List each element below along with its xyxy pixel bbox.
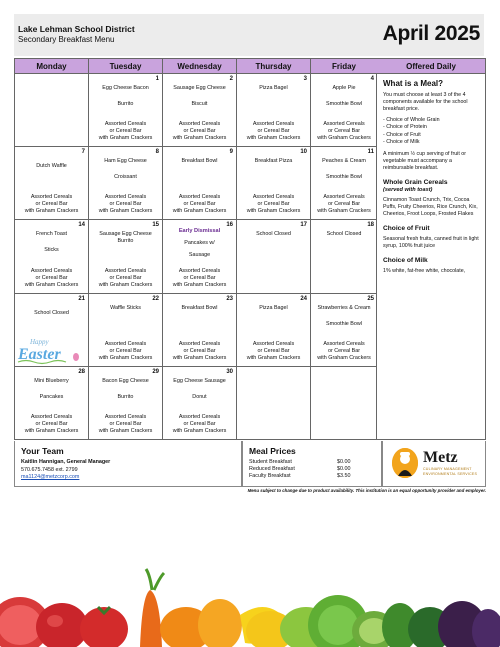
menu-item-line2: Smoothie Bowl xyxy=(326,174,362,181)
menu-item-line2: Smoothie Bowl xyxy=(326,320,362,327)
menu-name: Secondary Breakfast Menu xyxy=(18,35,115,44)
team-box xyxy=(14,441,242,487)
meal-title: What is a Meal? xyxy=(383,79,444,88)
early-dismissal-label: Early Dismissal xyxy=(178,228,221,235)
calendar-day-cell xyxy=(89,74,163,147)
team-email-link[interactable]: ma1124@metzcorp.com xyxy=(21,474,80,480)
menu-item-line1: School Closed xyxy=(256,231,291,238)
calendar-day-cell xyxy=(15,74,89,147)
price-label: Reduced Breakfast xyxy=(249,466,295,472)
menu-item-line2: Croissant xyxy=(114,174,137,181)
cereal-option: Assorted Cereals or Cereal Bar with Graham Crackers xyxy=(24,413,79,434)
cereal-option: Assorted Cereals or Cereal Bar with Graham Crackers xyxy=(246,194,301,215)
menu-item-line1: Apple Pie xyxy=(332,85,356,91)
calendar-day-cell xyxy=(89,147,163,220)
cereal-option: Assorted Cereals or Cereal Bar with Graham Crackers xyxy=(172,267,227,288)
day-number: 16 xyxy=(226,222,233,229)
calendar-day-cell xyxy=(311,294,377,367)
menu-item-line1: Egg Cheese Bacon xyxy=(102,85,149,91)
cereal-option: Assorted Cereals or Cereal Bar with Graham Crackers xyxy=(172,340,227,361)
menu-item-line1: School Closed xyxy=(326,231,362,238)
menu-item-line2: Burrito xyxy=(117,393,134,400)
menu-item-line1: Strawberries & Cream xyxy=(317,304,371,311)
day-number: 30 xyxy=(226,368,233,375)
logo-wordmark: Metz xyxy=(423,449,458,466)
calendar-day-cell xyxy=(311,74,377,147)
day-number: 28 xyxy=(78,368,85,375)
day-number: 17 xyxy=(300,222,307,229)
cereal-option: Assorted Cereals or Cereal Bar with Graham Crackers xyxy=(172,121,227,142)
price-value: $0.00 xyxy=(337,466,351,472)
cereal-option: Assorted Cereals or Cereal Bar with Graham Crackers xyxy=(98,340,153,361)
choice-item: - Choice of Whole Grain xyxy=(383,117,440,124)
menu-item-line1: Egg Cheese Sausage xyxy=(173,377,226,384)
offered-daily-panel xyxy=(377,58,486,440)
day-number: 15 xyxy=(152,222,159,229)
whole-grain-sub: (served with toast) xyxy=(383,187,433,194)
cereal-option: Assorted Cereals or Cereal Bar with Graham Crackers xyxy=(98,267,153,288)
cereal-option: Assorted Cereals or Cereal Bar with Graham Crackers xyxy=(172,194,227,215)
menu-item-line1: Bacon Egg Cheese xyxy=(102,377,149,384)
menu-item-line2: School Closed xyxy=(34,309,69,316)
calendar-day-cell xyxy=(311,367,377,439)
day-number: 9 xyxy=(229,149,233,156)
day-header-thursday: Thursday xyxy=(237,59,311,74)
calendar-day-cell xyxy=(237,74,311,147)
calendar-day-cell xyxy=(89,367,163,439)
month-title: April 2025 xyxy=(382,22,480,45)
offered-daily-heading: Offered Daily xyxy=(377,59,485,74)
day-number: 1 xyxy=(155,76,159,82)
price-value: $3.50 xyxy=(337,473,351,479)
day-number: 3 xyxy=(303,76,307,82)
day-header-monday: Monday xyxy=(15,59,89,74)
team-phone: 570.675.7458 ext. 2799 xyxy=(21,467,78,473)
cereal-option: Assorted Cereals or Cereal Bar with Graham Crackers xyxy=(317,194,371,215)
choice-list xyxy=(383,117,479,146)
menu-item-line2: Pancakes xyxy=(39,393,64,400)
menu-item-line2: Donut xyxy=(192,393,207,400)
meal-prices-title: Meal Prices xyxy=(249,446,296,456)
day-number: 10 xyxy=(300,149,307,156)
menu-item-line2: Sausage xyxy=(188,252,211,259)
day-number: 25 xyxy=(367,295,374,302)
day-number: 11 xyxy=(367,149,374,156)
team-manager-name: Kaitlin Hannigan, General Manager xyxy=(21,459,111,465)
milk-text: 1% white, fat-free white, chocolate, xyxy=(383,268,466,275)
team-title: Your Team xyxy=(21,446,64,456)
menu-item-line1: French Toast xyxy=(35,231,68,238)
calendar-day-cell xyxy=(163,74,237,147)
day-number: 2 xyxy=(229,76,233,82)
pepper-orange-icon xyxy=(198,599,242,647)
whole-grain-text: Cinnamon Toast Crunch, Trix, Cocoa Puffs, Fruity Cheerios, Rice Crunch, Kix, Cheerios, Froot Loops, Frosted Flakes xyxy=(383,196,478,217)
day-header-tuesday: Tuesday xyxy=(89,59,163,74)
day-number: 7 xyxy=(81,149,85,156)
menu-item-line1: Peaches & Cream xyxy=(322,158,366,165)
menu-item-line1: Breakfast Pizza xyxy=(254,158,293,165)
fruit-text: Seasonal fresh fruits, canned fruit in light syrup, 100% fruit juice xyxy=(383,235,479,250)
day-number: 21 xyxy=(78,295,85,302)
calendar-day-cell xyxy=(311,220,377,293)
menu-item-line1: Sausage Egg Cheese xyxy=(173,85,226,91)
day-number: 24 xyxy=(300,295,307,302)
calendar-day-cell xyxy=(311,147,377,220)
menu-item-line2: Burrito xyxy=(117,101,134,107)
cereal-option: Assorted Cereals or Cereal Bar with Graham Crackers xyxy=(172,413,227,434)
day-number: 29 xyxy=(152,368,159,375)
cup-note: A minimum ½ cup serving of fruit or vegetable must accompany a reimbursable breakfast. xyxy=(383,150,467,172)
milk-title: Choice of Milk xyxy=(383,257,428,265)
menu-item-line1: Mini Blueberry xyxy=(34,377,69,384)
menu-item-line2: Sticks xyxy=(44,247,59,254)
carrot-icon xyxy=(140,590,162,647)
cereal-option: Assorted Cereals or Cereal Bar with Graham Crackers xyxy=(246,340,301,361)
chef-logo-icon xyxy=(392,448,418,478)
cereal-option: Assorted Cereals or Cereal Bar with Graham Crackers xyxy=(246,121,301,142)
cereal-option: Assorted Cereals or Cereal Bar with Graham Crackers xyxy=(317,340,371,361)
menu-item-line1: Pizza Bagel xyxy=(259,85,288,91)
disclaimer-text: Menu subject to change due to product availability. This institution is an equal opportunity provider and employer. xyxy=(247,488,486,493)
calendar-day-cell xyxy=(15,147,89,220)
day-number: 22 xyxy=(152,295,159,302)
day-number: 18 xyxy=(367,222,374,229)
calendar-day-cell xyxy=(89,294,163,367)
day-header-wednesday: Wednesday xyxy=(163,59,237,74)
choice-item: - Choice of Fruit xyxy=(383,131,421,138)
calendar-day-cell xyxy=(89,220,163,293)
cereal-option: Assorted Cereals or Cereal Bar with Graham Crackers xyxy=(98,413,153,434)
menu-item-line2: Dutch Waffle xyxy=(36,163,67,170)
metz-logo-box xyxy=(382,441,486,487)
calendar-day-cell xyxy=(237,367,311,439)
price-label: Student Breakfast xyxy=(249,459,292,465)
cereal-option: Assorted Cereals or Cereal Bar with Graham Crackers xyxy=(98,194,153,215)
fruit-title: Choice of Fruit xyxy=(383,225,430,233)
produce-illustration xyxy=(0,555,500,647)
day-number: 14 xyxy=(78,222,85,229)
menu-item-line2: Biscuit xyxy=(191,101,208,107)
meal-intro: You must choose at least 3 of the 4 components available for the school breakfast price. xyxy=(383,91,468,113)
district-name: Lake Lehman School District xyxy=(18,24,135,34)
meal-prices-box xyxy=(242,441,382,487)
choice-item: - Choice of Milk xyxy=(383,138,420,145)
easter-text: Easter xyxy=(18,346,61,363)
calendar-grid xyxy=(14,58,377,440)
calendar-day-cell xyxy=(15,220,89,293)
logo-tagline-line: ENVIRONMENTAL SERVICES xyxy=(423,471,478,476)
day-number: 4 xyxy=(370,76,374,82)
day-number: 23 xyxy=(226,295,233,302)
logo-tagline xyxy=(423,467,483,476)
price-value: $0.00 xyxy=(337,459,351,465)
cereal-option: Assorted Cereals or Cereal Bar with Graham Crackers xyxy=(24,194,79,215)
calendar-day-cell xyxy=(163,147,237,220)
choice-item: - Choice of Protein xyxy=(383,124,427,131)
easter-art xyxy=(16,335,86,365)
menu-item-line1: Pizza Bagel xyxy=(259,304,288,311)
menu-item-line1: Breakfast Bowl xyxy=(181,304,218,311)
menu-item-line1: Ham Egg Cheese xyxy=(104,158,147,165)
cereal-option: Assorted Cereals or Cereal Bar with Graham Crackers xyxy=(98,121,153,142)
logo-tagline-line: CULINARY MANAGEMENT xyxy=(423,467,472,471)
day-header-friday: Friday xyxy=(311,59,377,74)
menu-item-line1: Pancakes w/ xyxy=(184,240,215,247)
day-number: 8 xyxy=(155,149,159,156)
calendar-day-cell xyxy=(163,294,237,367)
easter-happy-text: Happy xyxy=(30,338,49,346)
calendar-day-cell xyxy=(15,367,89,439)
price-label: Faculty Breakfast xyxy=(249,473,291,479)
egg-icon xyxy=(73,353,79,361)
cereal-option: Assorted Cereals or Cereal Bar with Graham Crackers xyxy=(317,121,371,142)
calendar-day-cell xyxy=(237,220,311,293)
calendar-day-cell xyxy=(237,147,311,220)
menu-item-line1: Waffle Sticks xyxy=(110,304,141,311)
cereal-option: Assorted Cereals or Cereal Bar with Graham Crackers xyxy=(24,267,79,288)
whole-grain-title: Whole Grain Cereals xyxy=(383,179,448,187)
menu-item-line1: Breakfast Bowl xyxy=(181,158,218,165)
menu-item-line2: Smoothie Bowl xyxy=(326,101,362,107)
calendar-day-cell xyxy=(163,367,237,439)
calendar-day-cell xyxy=(163,220,237,293)
calendar-day-cell xyxy=(237,294,311,367)
menu-item-line1: Sausage Egg Cheese Burrito xyxy=(99,231,152,245)
